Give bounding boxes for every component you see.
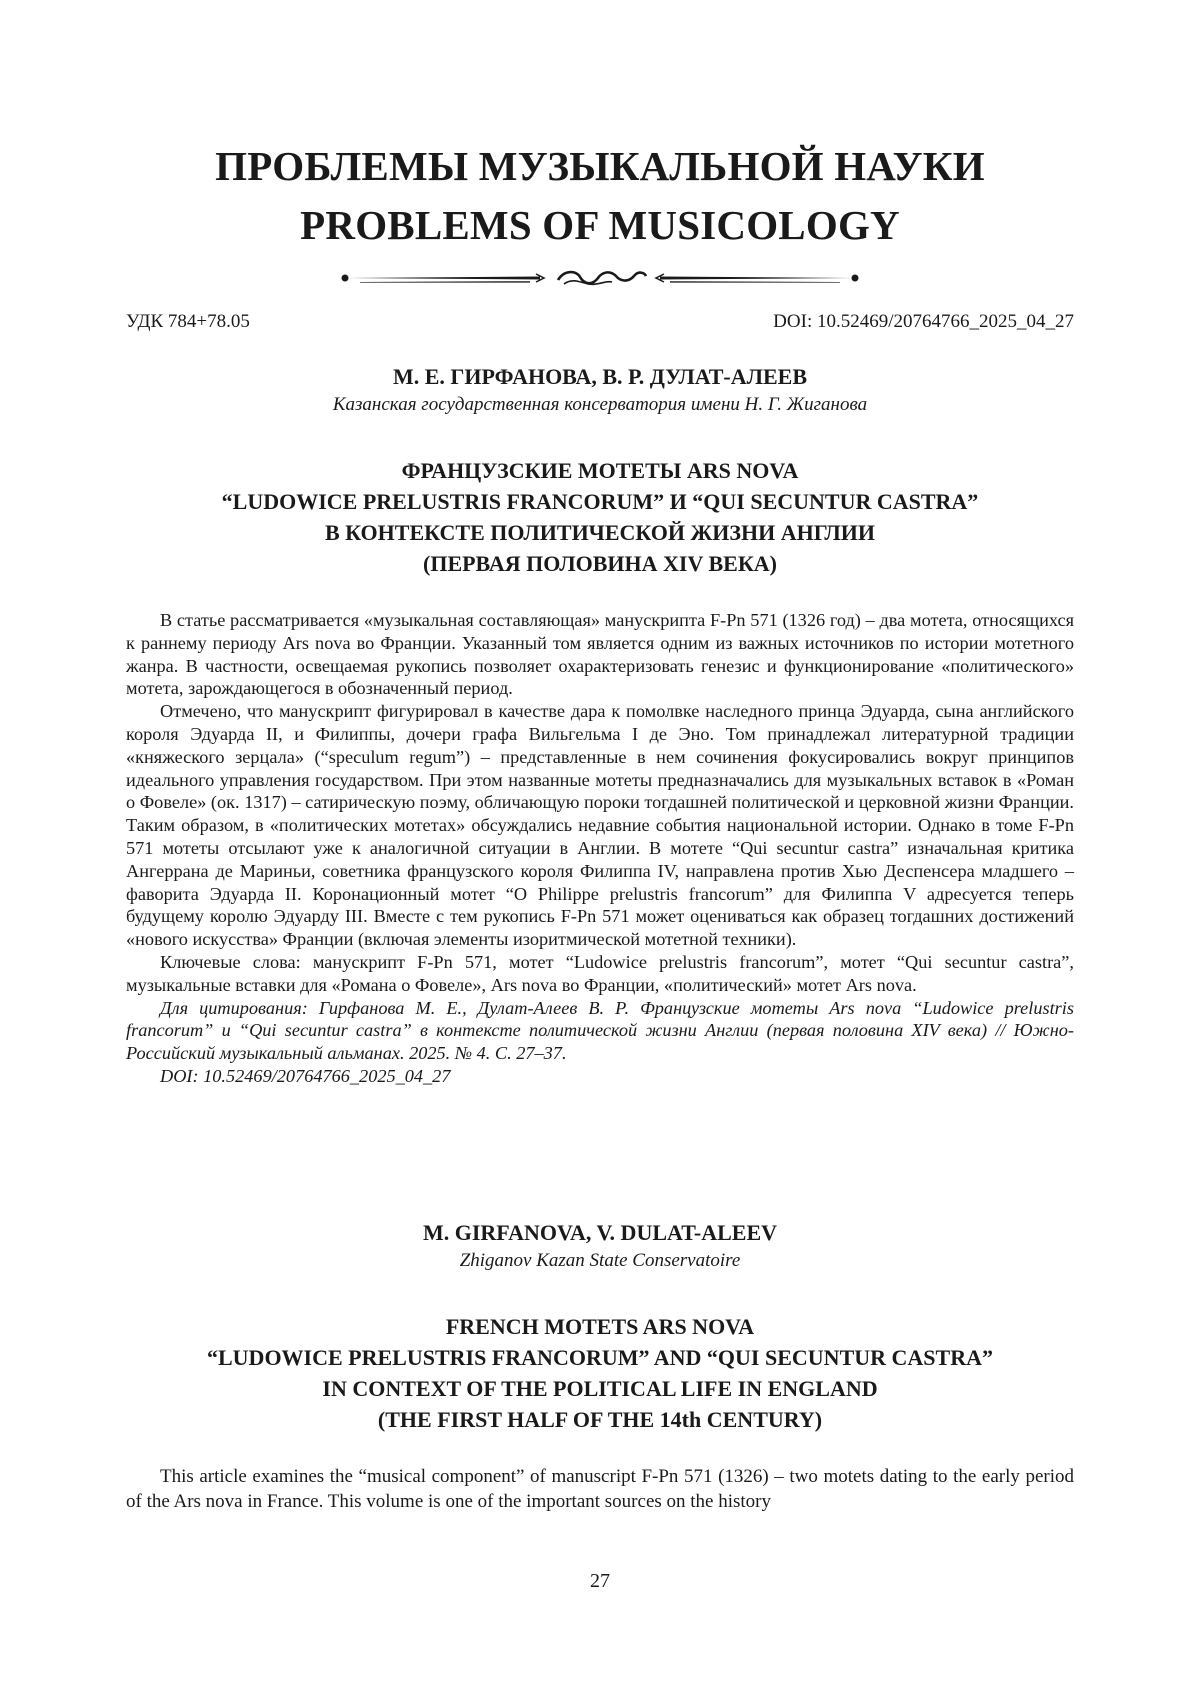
authors-ru: М. Е. ГИРФАНОВА, В. Р. ДУЛАТ-АЛЕЕВ (392, 364, 808, 389)
abstract-paragraph: This article examines the “musical component” of manuscript F-Pn 571 (1326) – two motets dating to the early period of the Ars nova in France. This volume is one of the important sources on the history (126, 1466, 1074, 1512)
title-line: IN CONTEXT OF THE POLITICAL LIFE IN ENGLAND (322, 1376, 878, 1401)
title-line: “LUDOWICE PRELUSTRIS FRANCORUM” И “QUI SECUNTUR CASTRA” (221, 489, 979, 514)
article-title-en (0, 1311, 1200, 1435)
title-line: (THE FIRST HALF OF THE 14th CENTURY) (377, 1407, 823, 1432)
doi-header: DOI: 10.52469/20764766_2025_04_27 (773, 311, 1074, 332)
title-line: (ПЕРВАЯ ПОЛОВИНА XIV ВЕКА) (423, 551, 777, 576)
abstract-en (126, 1464, 1074, 1514)
page-number: 27 (590, 1570, 610, 1592)
abstract-paragraph: В статье рассматривается «музыкальная составляющая» манускрипта F-Pn 571 (1326 год) – два мотета, относящихся к раннему периоду Ars nova во Франции. Указанный том является одним из важных источников по истории мотетного жанра. В частности, освещаемая рукопись позволяет охарактеризовать генезис и функционирование «политического» мотета, зарождающегося в обозначенный период. (126, 610, 1074, 699)
title-line: В КОНТЕКСТЕ ПОЛИТИЧЕСКОЙ ЖИЗНИ АНГЛИИ (324, 520, 876, 545)
authors-en: M. GIRFANOVA, V. DULAT-ALEEV (422, 1220, 778, 1245)
decorative-divider-ornament (340, 264, 860, 292)
keywords-ru: Ключевые слова: манускрипт F-Pn 571, мотет “Ludowice prelustris francorum”, мотет “Qui secuntur castra”, музыкальные вставки для «Романа о Фовеле», Ars nova во Франции, «политический» мотет Ars nova. (126, 951, 1074, 995)
citation-ru: Для цитирования: Гирфанова М. Е., Дулат-Алеев В. Р. Французские мотеты Ars nova “Ludowice prelustris francorum” и “Qui secuntur castra” в контексте политической жизни Англии (первая половина XIV века) // Южно-Российский музыкальный альманах. 2025. № 4. С. 27–37. (126, 997, 1074, 1064)
affiliation-ru: Казанская государственная консерватория имени Н. Г. Жиганова (332, 394, 868, 415)
title-line: FRENCH MOTETS ARS NOVA (445, 1314, 755, 1339)
article-title-ru (0, 455, 1200, 579)
abstract-ru (126, 609, 1074, 1088)
abstract-paragraph: Отмечено, что манускрипт фигурировал в качестве дара к помолвке наследного принца Эдуарда, сына английского короля Эдуарда II, и Филиппы, дочери графа Вильгельма I де Эно. Том принадлежал литературной традиции «княжеского зерцала» (“speculum regum”) – представленные в нем сочинения фокусировались вокруг принципов идеального управления государством. При этом названные мотеты предназначались для музыкальных вставок в «Роман о Фовеле» (ок. 1317) – сатирическую поэму, обличающую пороки тогдашней политической и церковной жизни Франции. Таким образом, в «политических мотетах» обсуждались недавние события национальной истории. Однако в томе F-Pn 571 мотеты отсылают уже к аналогичной ситуации в Англии. В мотете “Qui secuntur castra” изначальная критика Ангеррана де Мариньи, советника французского короля Филиппа IV, направлена против Хью Деспенсера младшего – фаворита Эдуарда II. Коронационный мотет “O Philippe prelustris francorum” для Филиппа V адресуется теперь будущему королю Эдуарду III. Вместе с тем рукопись F-Pn 571 может оцениваться как образец тогдашних достижений «нового искусства» Франции (включая элементы изоритмической мотетной техники). (126, 701, 1074, 950)
citation-doi: DOI: 10.52469/20764766_2025_04_27 (160, 1065, 451, 1086)
udk-code: УДК 784+78.05 (126, 311, 250, 332)
journal-title-ru: ПРОБЛЕМЫ МУЗЫКАЛЬНОЙ НАУКИ (215, 143, 985, 189)
affiliation-en: Zhiganov Kazan State Conservatoire (459, 1250, 741, 1271)
title-line: “LUDOWICE PRELUSTRIS FRANCORUM” AND “QUI SECUNTUR CASTRA” (207, 1345, 993, 1370)
journal-title-en: PROBLEMS OF MUSICOLOGY (300, 202, 900, 248)
title-line: ФРАНЦУЗСКИЕ МОТЕТЫ ARS NOVA (401, 458, 799, 483)
